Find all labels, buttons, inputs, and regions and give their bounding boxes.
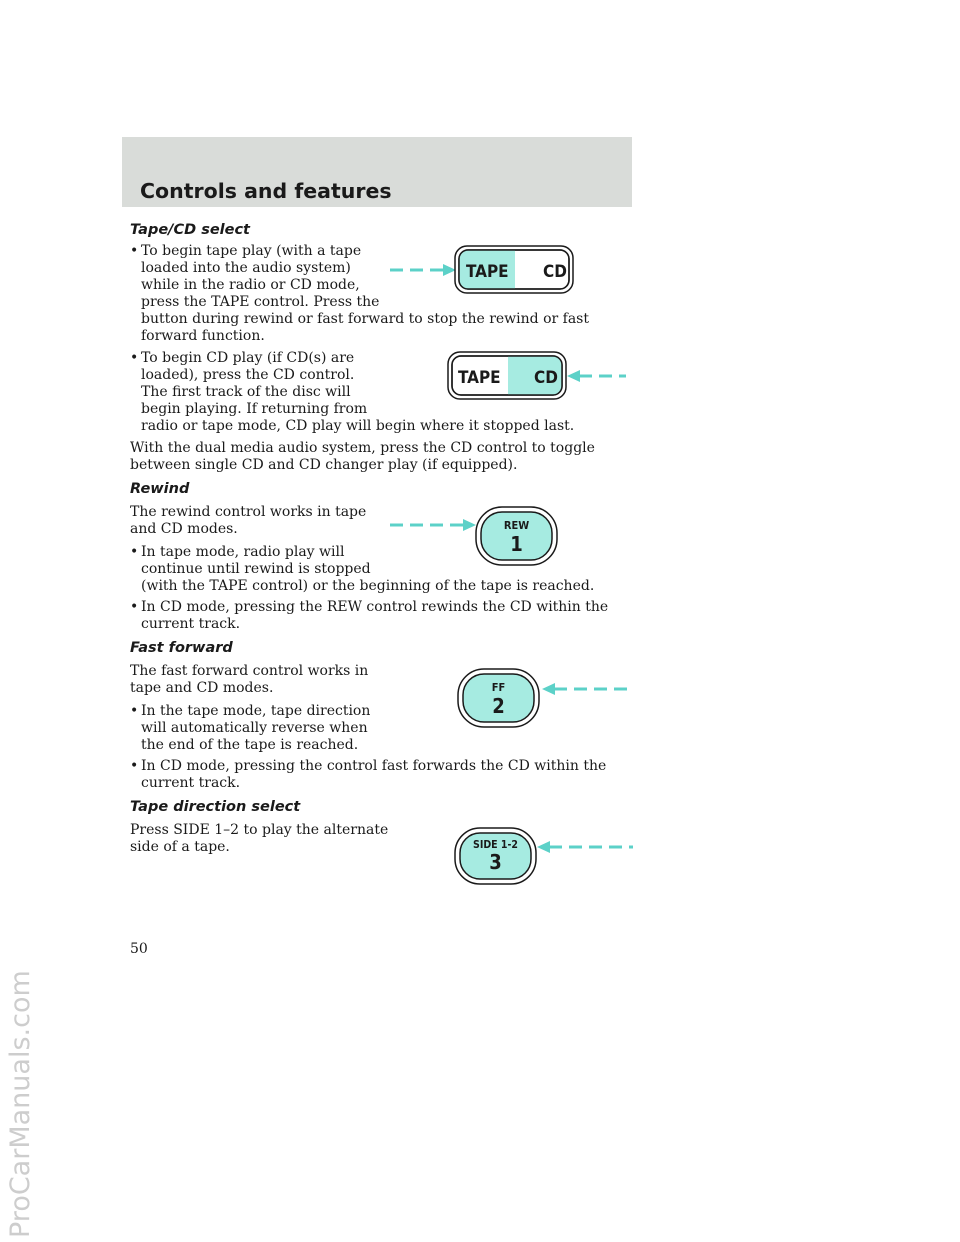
bullet-ff-cd xyxy=(130,758,606,792)
ff-button-figure xyxy=(456,667,636,729)
text-line: The rewind control works in tape xyxy=(130,504,367,520)
bullet-line: while in the radio or CD mode, xyxy=(141,277,360,293)
ff-label: FF xyxy=(491,681,506,694)
preset-number: 2 xyxy=(492,694,505,718)
page-title: Controls and features xyxy=(140,179,392,203)
text-line: between single CD and CD changer play (if equipped). xyxy=(130,457,518,473)
rew-button-figure xyxy=(388,505,560,567)
heading-rewind: Rewind xyxy=(130,481,190,497)
bullet-line: current track. xyxy=(141,775,241,791)
bullet-line: loaded), press the CD control. xyxy=(141,367,355,383)
paragraph-fast-forward xyxy=(130,663,368,697)
bullet-dot: • xyxy=(130,350,139,366)
tape-label: TAPE xyxy=(458,368,501,388)
bullet-line: begin playing. If returning from xyxy=(141,401,368,417)
paragraph-dual-media xyxy=(130,440,595,474)
bullet-line: the end of the tape is reached. xyxy=(141,737,359,753)
bullet-line: forward function. xyxy=(141,328,265,344)
bullet-line: In the tape mode, tape direction xyxy=(141,703,371,719)
text-line: side of a tape. xyxy=(130,839,230,855)
heading-fast-forward: Fast forward xyxy=(130,640,233,656)
arrow-right-dashed-icon xyxy=(567,370,626,382)
arrow-left-dashed-icon xyxy=(390,264,456,276)
bullet-line: To begin CD play (if CD(s) are xyxy=(141,350,355,366)
text-line: The fast forward control works in xyxy=(130,663,369,679)
bullet-line: loaded into the audio system) xyxy=(141,260,351,276)
bullet-line: continue until rewind is stopped xyxy=(141,561,371,577)
bullet-dot: • xyxy=(130,703,139,719)
side-button-figure xyxy=(453,826,635,886)
bullet-line: radio or tape mode, CD play will begin where it stopped last. xyxy=(141,418,575,434)
bullet-line: press the TAPE control. Press the xyxy=(141,294,380,310)
arrow-left-dashed-icon xyxy=(390,519,476,531)
page-number: 50 xyxy=(130,941,148,957)
bullet-dot: • xyxy=(130,599,139,615)
text-line: and CD modes. xyxy=(130,521,238,537)
side-label: SIDE 1-2 xyxy=(473,839,518,851)
bullet-rewind-cd xyxy=(130,599,608,633)
bullet-line: In tape mode, radio play will xyxy=(141,544,345,560)
bullet-line: will automatically reverse when xyxy=(141,720,368,736)
bullet-line: button during rewind or fast forward to stop the rewind or fast xyxy=(141,311,589,327)
heading-tape-cd-select: Tape/CD select xyxy=(130,222,250,238)
bullet-line: In CD mode, pressing the REW control rewinds the CD within the xyxy=(141,599,609,615)
arrow-right-dashed-icon xyxy=(537,841,633,853)
bullet-line: current track. xyxy=(141,616,241,632)
heading-tape-direction: Tape direction select xyxy=(130,799,301,815)
text-line: With the dual media audio system, press the CD control to toggle xyxy=(130,440,595,456)
tape-cd-button-figure-cd xyxy=(446,349,628,401)
preset-number: 1 xyxy=(510,532,523,556)
bullet-dot: • xyxy=(130,758,139,774)
bullet-dot: • xyxy=(130,243,139,259)
tape-cd-button-figure-tape xyxy=(388,244,578,296)
bullet-line: In CD mode, pressing the control fast forwards the CD within the xyxy=(141,758,607,774)
page-header xyxy=(122,137,632,207)
arrow-right-dashed-icon xyxy=(542,683,634,695)
cd-label: CD xyxy=(534,368,558,388)
bullet-line: (with the TAPE control) or the beginning of the tape is reached. xyxy=(141,578,595,594)
paragraph-rewind xyxy=(130,504,366,538)
preset-number: 3 xyxy=(489,850,502,874)
bullet-line: The first track of the disc will xyxy=(141,384,351,400)
bullet-dot: • xyxy=(130,544,139,560)
tape-label: TAPE xyxy=(466,262,509,282)
bullet-ff-tape xyxy=(130,703,370,754)
bullet-line: To begin tape play (with a tape xyxy=(141,243,362,259)
text-line: Press SIDE 1–2 to play the alternate xyxy=(130,822,389,838)
text-line: tape and CD modes. xyxy=(130,680,274,696)
paragraph-tape-direction xyxy=(130,822,388,856)
rew-label: REW xyxy=(503,519,530,532)
cd-label: CD xyxy=(543,262,567,282)
watermark: ProCarManuals.com xyxy=(5,970,36,1238)
